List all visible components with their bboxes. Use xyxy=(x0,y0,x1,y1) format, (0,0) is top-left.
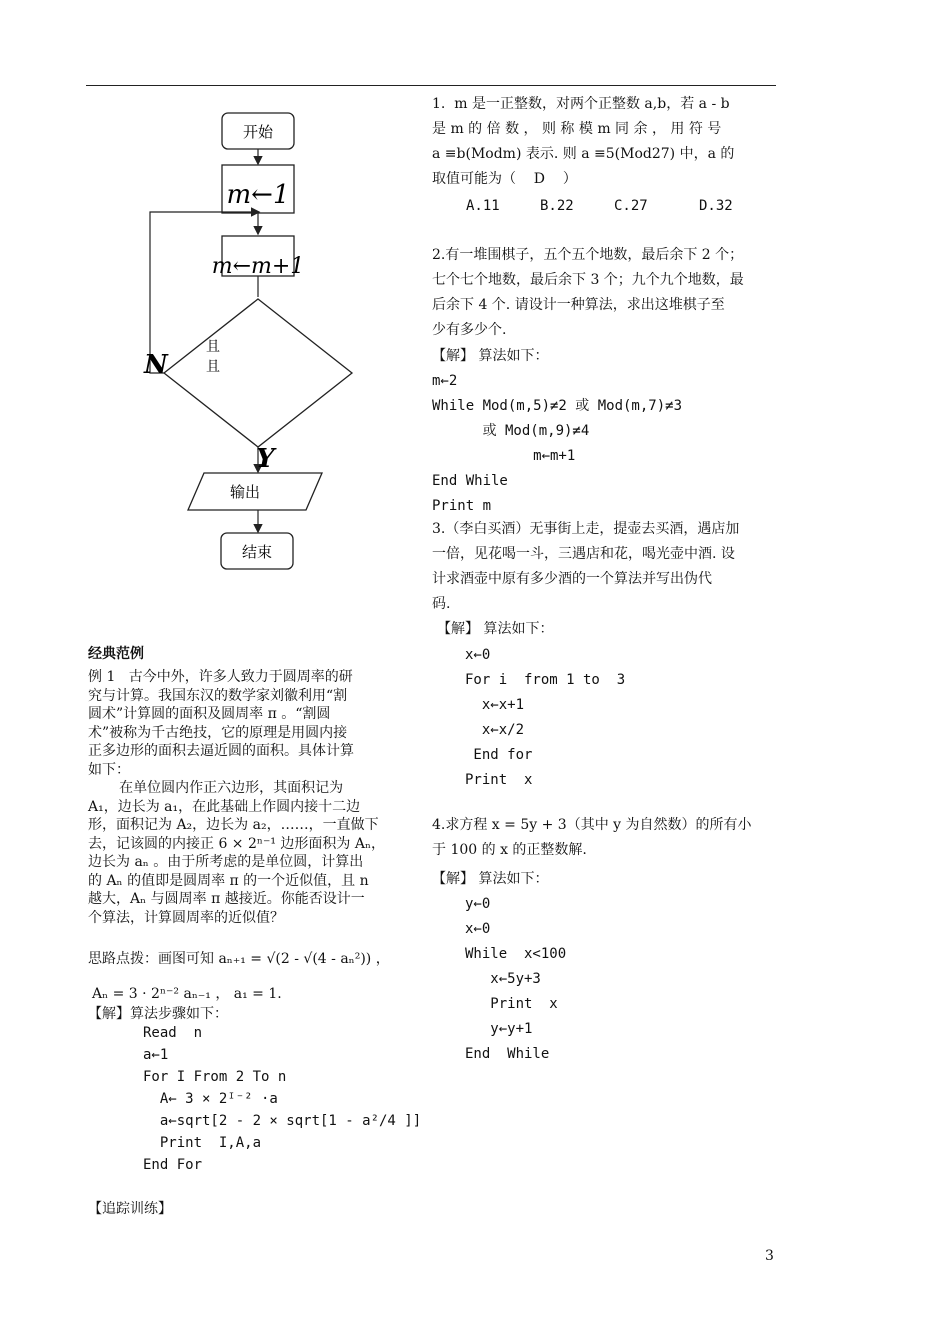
code-line: m←m+1 xyxy=(432,448,576,464)
flow-step-label: m←m+1 xyxy=(211,254,305,279)
question-line: 2.有一堆围棋子，五个五个地数，最后余下 2 个； xyxy=(432,247,744,263)
flow-condition-diamond xyxy=(164,299,352,447)
q4-solution-label: 【解】 算法如下： xyxy=(432,871,549,887)
code-line: x←0 xyxy=(465,921,491,937)
code-line: a←1 xyxy=(143,1047,169,1063)
section-heading: 经典范例 xyxy=(88,646,144,662)
code-line: x←0 xyxy=(465,647,491,663)
question-line: 取值可能为（ D ） xyxy=(432,171,577,187)
example-line: 术”被称为千古绝技，它的原理是用圆内接 xyxy=(88,724,348,741)
example-line: A₁，边长为 a₁，在此基础上作圆内接十二边 xyxy=(88,798,361,815)
example-line: 个算法，计算圆周率的近似值？ xyxy=(88,909,284,926)
code-line: 或 Mod(m,9)≠4 xyxy=(432,423,590,439)
code-line: While Mod(m,5)≠2 或 Mod(m,7)≠3 xyxy=(432,398,683,414)
flowchart xyxy=(140,105,390,585)
code-line: y←y+1 xyxy=(465,1021,533,1037)
question-line: 1. m 是一正整数，对两个正整数 a,b，若 a - b xyxy=(432,96,730,112)
code-line: End For xyxy=(143,1157,203,1173)
code-line: For i from 1 to 3 xyxy=(465,672,626,688)
question-line: 七个七个地数，最后余下 3 个；九个九个地数，最 xyxy=(432,272,744,288)
question-line: 后余下 4 个. 请设计一种算法，求出这堆棋子至 xyxy=(432,297,725,313)
example-line: 在单位圆内作正六边形，其面积记为 xyxy=(88,780,344,796)
code-line: While x<100 xyxy=(465,946,567,962)
example-line: 越大，Aₙ 与圆周率 π 越接近。你能否设计一 xyxy=(88,891,365,907)
code-line: y←0 xyxy=(465,896,491,912)
example-line: 究与计算。我国东汉的数学家刘徽利用“割 xyxy=(88,687,348,704)
code-line: For I From 2 To n xyxy=(143,1069,287,1085)
hint-line: 思路点拨：画图可知 aₙ₊₁ = √(2 - √(4 - aₙ²)) ， xyxy=(88,951,390,967)
flow-output-label: 输出 xyxy=(229,483,261,501)
code-line: A← 3 × 2ᴵ⁻² ·a xyxy=(143,1091,278,1107)
flow-cond-line2: 且 xyxy=(206,359,220,375)
code-line: a←sqrt[2 - 2 × sqrt[1 - a²/4 ]] xyxy=(143,1113,422,1129)
question-line: 一倍，见花喝一斗，三遇店和花，喝光壶中酒. 设 xyxy=(432,546,735,562)
flow-yes-label: Y xyxy=(256,444,275,474)
option: A.11 xyxy=(466,198,500,214)
code-line: Read n xyxy=(143,1025,203,1041)
header-rule xyxy=(86,85,776,86)
question-line: a ≡b(Modm) 表示. 则 a ≡5(Mod27) 中，a 的 xyxy=(432,146,735,162)
question-line: 于 100 的 x 的正整数解. xyxy=(432,842,587,858)
option: D.32 xyxy=(699,198,733,214)
example-line: 边长为 aₙ 。由于所考虑的是单位圆，计算出 xyxy=(88,854,364,870)
example-line: 去，记该圆的内接正 6 × 2ⁿ⁻¹ 边形面积为 Aₙ， xyxy=(88,835,386,852)
tracking-label: 【追踪训练】 xyxy=(88,1201,172,1217)
flow-end-label: 结束 xyxy=(241,543,273,561)
code-line: x←5y+3 xyxy=(465,971,541,987)
q2-solution-label: 【解】 算法如下： xyxy=(432,348,549,364)
question-line: 4.求方程 x = 5y + 3（其中 y 为自然数）的所有小 xyxy=(432,817,752,833)
code-line: Print m xyxy=(432,498,492,514)
example-line: 的 Aₙ 的值即是圆周率 π 的一个近似值，且 n xyxy=(88,872,369,889)
flow-cond-line1: 且 xyxy=(206,339,220,355)
code-line: Print I,A,a xyxy=(143,1135,262,1151)
code-line: End While xyxy=(432,473,508,489)
code-line: End for xyxy=(465,747,533,763)
code-line: x←x/2 xyxy=(465,722,525,738)
example-line: 形，面积记为 A₂，边长为 a₂，……，一直做下 xyxy=(88,817,379,833)
option: B.22 xyxy=(540,198,574,214)
page-number: 3 xyxy=(765,1248,774,1264)
example-line: 正多边形的面积去逼近圆的面积。具体计算 xyxy=(88,743,354,759)
example-line: 圆术”计算圆的面积及圆周率 π 。“割圆 xyxy=(88,706,331,722)
option: C.27 xyxy=(614,198,648,214)
q3-solution-label: 【解】 算法如下： xyxy=(437,621,554,637)
code-line: End While xyxy=(465,1046,550,1062)
flow-init-label: m←1 xyxy=(226,180,290,210)
question-line: 是 m 的 倍 数 ， 则 称 模 m 同 余 ， 用 符 号 xyxy=(432,121,722,137)
example-line: 如下： xyxy=(88,761,130,778)
question-line: 少有多少个. xyxy=(432,322,507,338)
solution-label: 【解】算法步骤如下： xyxy=(88,1006,228,1022)
code-line: m←2 xyxy=(432,373,458,389)
question-line: 3.（李白买酒）无事街上走，提壶去买酒，遇店加 xyxy=(432,521,740,537)
code-line: x←x+1 xyxy=(465,697,525,713)
flow-start-label: 开始 xyxy=(242,123,274,141)
flow-no-label: N xyxy=(144,350,168,380)
code-line: Print x xyxy=(465,772,533,788)
hint-line-2: Aₙ = 3 · 2ⁿ⁻² aₙ₋₁ ， a₁ = 1. xyxy=(92,986,282,1002)
question-line: 码. xyxy=(432,596,451,612)
code-line: Print x xyxy=(465,996,558,1012)
question-line: 计求酒壶中原有多少酒的一个算法并写出伪代 xyxy=(432,571,712,587)
example-line: 例 1 古今中外，许多人致力于圆周率的研 xyxy=(88,669,353,685)
